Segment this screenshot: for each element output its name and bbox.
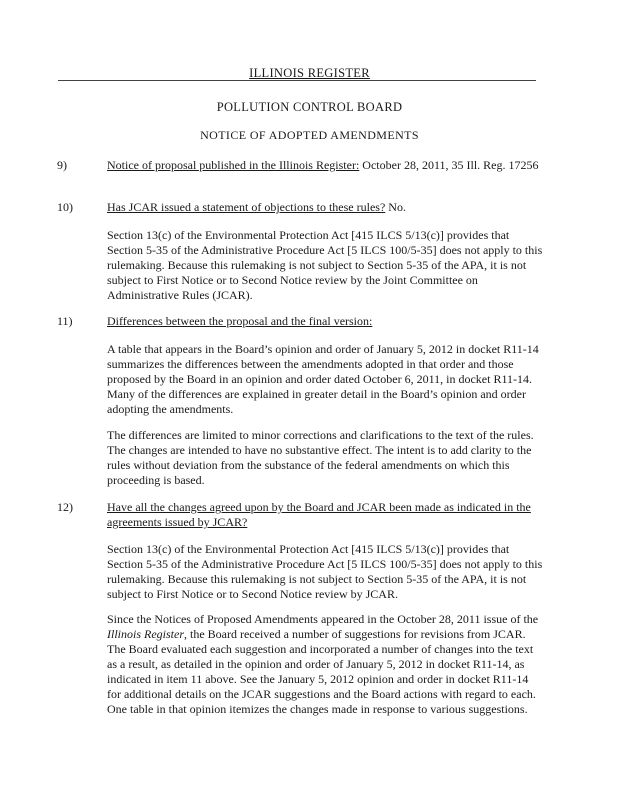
register-title: ILLINOIS REGISTER (249, 66, 370, 80)
item-11-paragraph-1: A table that appears in the Board’s opinion and order of January 5, 2012 in docket R11-14 summarizes the differences between the amendments adopted in that order and those proposed by the Board in an opinion and order dated October 6, 2011, in docket R11-14. Many of the differences are explained in greater detail in the Board’s opinion and order adopting the amendments. (107, 342, 539, 416)
item-body (107, 200, 557, 215)
item-10 (57, 200, 557, 215)
item-12-paragraph-2 (107, 612, 545, 717)
item-number: 9) (57, 158, 67, 172)
item-question: Differences between the proposal and the final version: (107, 314, 373, 328)
item-9 (57, 158, 557, 173)
item-question: Has JCAR issued a statement of objections to these rules? (107, 200, 386, 214)
para-text: , the Board received a number of suggestions for revisions from JCAR. The Board evaluated each suggestion and incorporated a number of changes into the text as a result, as detailed in the opinion and order of January 5, 2012 in docket R11-14, as indicated in item 11 above. See the January 5, 2012 opinion and order in docket R11-14 for additional details on the JCAR suggestions and the Board actions with regard to each. One table in that opinion itemizes the changes made in response to various suggestions. (107, 627, 536, 716)
notice-title: NOTICE OF ADOPTED AMENDMENTS (200, 128, 419, 142)
item-11-paragraph-2: The differences are limited to minor corrections and clarifications to the text of the rules. The changes are intended to have no substantive effect. The intent is to add clarity to the rules without deviation from the substance of the federal amendments on which this proceeding is based. (107, 428, 534, 487)
item-number: 12) (57, 500, 73, 514)
item-11 (57, 314, 557, 329)
item-12 (57, 500, 557, 530)
item-label: Notice of proposal published in the Illinois Register: (107, 158, 360, 172)
item-answer: No. (385, 200, 406, 214)
publication-name: Illinois Register (107, 627, 184, 641)
para-text: Since the Notices of Proposed Amendments appeared in the October 28, 2011 issue of the (107, 612, 539, 626)
board-name: POLLUTION CONTROL BOARD (216, 100, 403, 114)
item-body (107, 500, 545, 530)
item-number: 10) (57, 200, 73, 214)
item-body (107, 158, 557, 173)
item-10-paragraph: Section 13(c) of the Environmental Protection Act [415 ILCS 5/13(c)] provides that Section 5-35 of the Administrative Procedure Act [5 ILCS 100/5-35] does not apply to this rulemaking. Because this rulemaking is not subject to Section 5-35 of the APA, it is not subject to First Notice or to Second Notice review by the Joint Committee on Administrative Rules (JCAR). (107, 228, 543, 302)
item-value: October 28, 2011, 35 Ill. Reg. 17256 (359, 158, 539, 172)
item-body (107, 314, 557, 329)
item-number: 11) (57, 314, 73, 328)
item-12-paragraph-1: Section 13(c) of the Environmental Protection Act [415 ILCS 5/13(c)] provides that Section 5-35 of the Administrative Procedure Act [5 ILCS 100/5-35] does not apply to this rulemaking. Because this rulemaking is not subject to Section 5-35 of the APA, it is not subject to First Notice or to Second Notice review by JCAR. (107, 542, 543, 601)
item-question: Have all the changes agreed upon by the Board and JCAR been made as indicated in the agreements issued by JCAR? (107, 500, 531, 529)
